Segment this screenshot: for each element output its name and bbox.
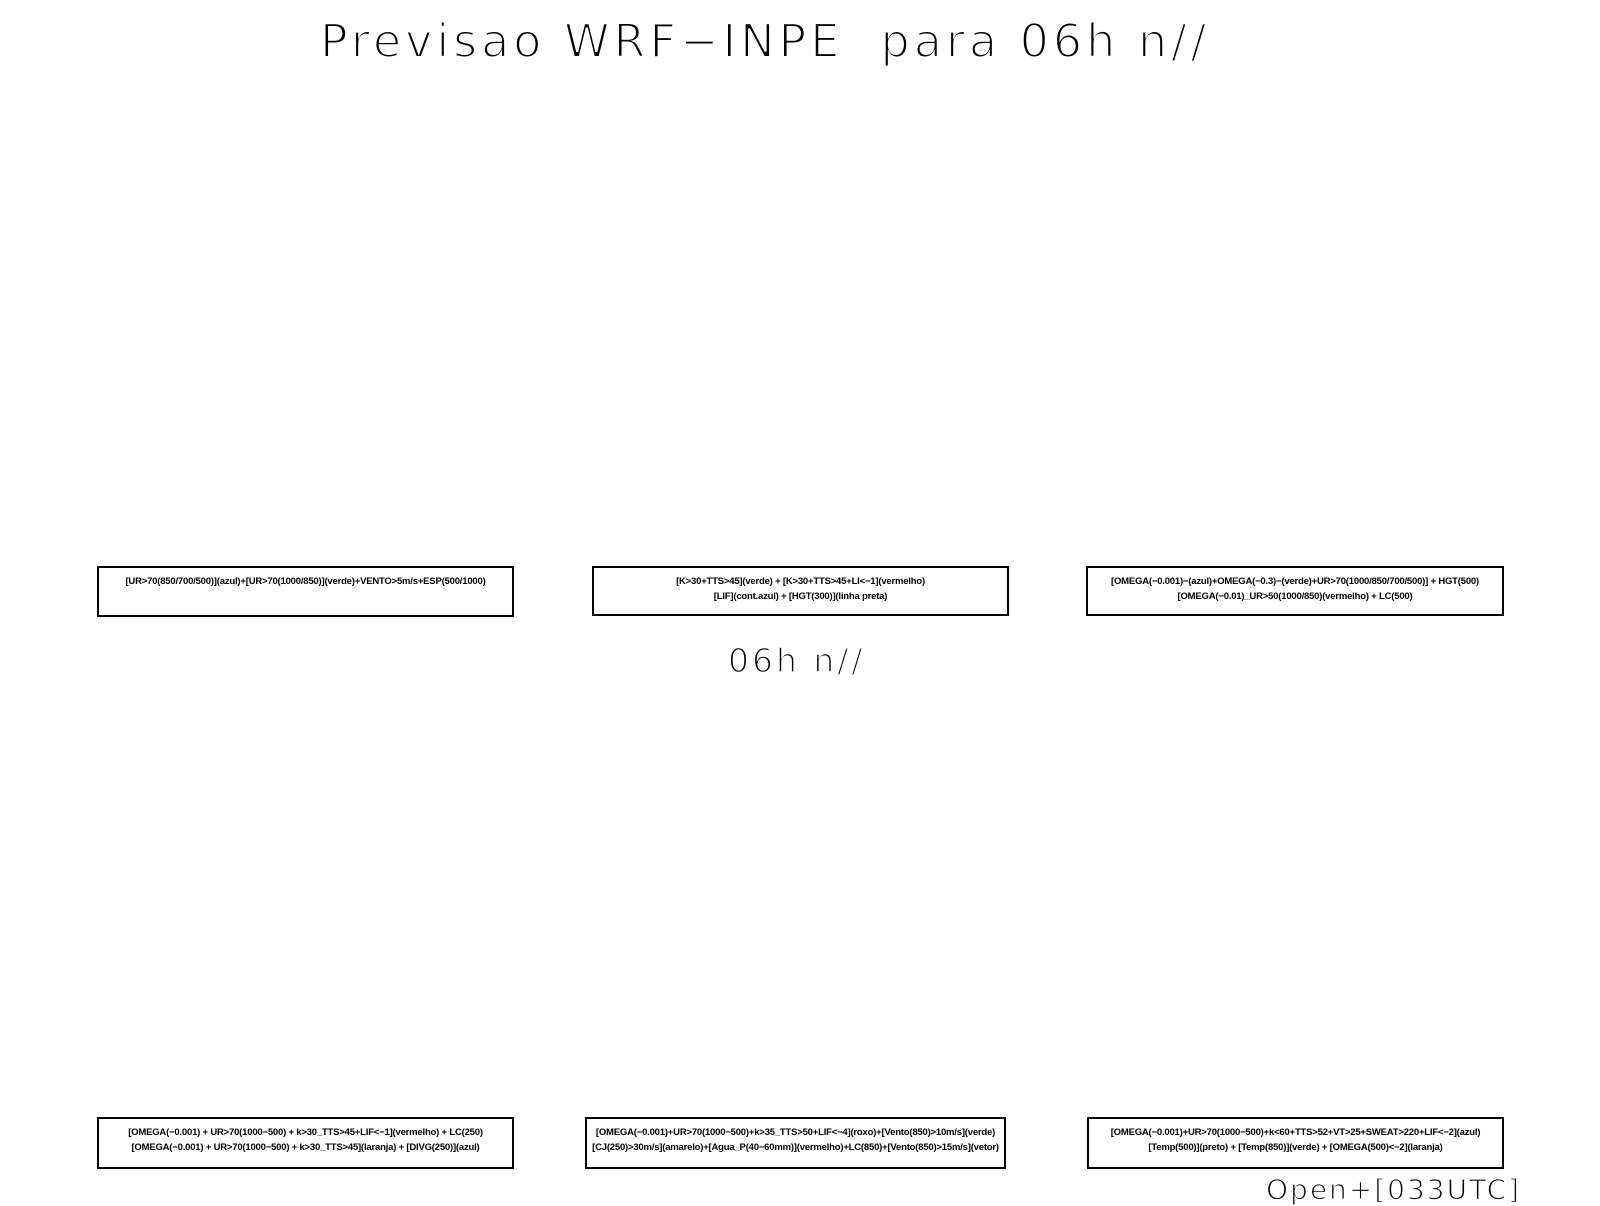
legend-line-2: [OMEGA(−0.01)_UR>50(1000/850)(vermelho) + LC(500) [1177,590,1413,602]
legend-line-2: [CJ(250)>30m/s](amarelo)+[Agua_P(40−60mm)](vermelho)+LC(850)+[Vento(850)>15m/s](vetor) [592,1141,999,1153]
legend-box-bottom-left [97,1117,514,1169]
legend-line-2: [OMEGA(−0.001) + UR>70(1000−500) + k>30_TTS>45](laranja) + [DIVG(250)](azul) [131,1141,480,1153]
legend-box-top-middle [592,566,1009,616]
legend-line-1: [K>30+TTS>45](verde) + [K>30+TTS>45+LI<−1](vermelho) [676,576,925,587]
legend-line-1: [OMEGA(−0.001)−(azul)+OMEGA(−0.3)−(verde)+UR>70(1000/850/700/500)] + HGT(500) [1111,576,1479,587]
legend-line-1: [OMEGA(−0.001)+UR>70(1000−500)+k>35_TTS>50+LIF<−4](roxo)+[Vento(850)>10m/s](verde) [595,1127,996,1138]
legend-box-top-right [1086,566,1504,616]
open-utc-label: Open+[033UTC] [1266,1173,1522,1206]
legend-line-1: [OMEGA(−0.001)+UR>70(1000−500)+k<60+TTS>52+VT>25+SWEAT>220+LIF<−2](azul) [1110,1127,1481,1138]
page-title: Previsao WRF−INPE para 06h n// [320,14,1211,68]
legend-line-1: [UR>70(850/700/500)](azul)+[UR>70(1000/850)](verde)+VENTO>5m/s+ESP(500/1000) [125,576,486,587]
legend-line-2: [LIF](cont.azul) + [HGT(300)](linha preta) [713,590,888,602]
legend-box-top-left [97,566,514,617]
forecast-hour-label: 06h n// [728,641,866,680]
legend-box-bottom-middle [585,1117,1006,1169]
legend-line-1: [OMEGA(−0.001) + UR>70(1000−500) + k>30_TTS>45+LIF<−1](vermelho) + LC(250) [128,1127,483,1138]
legend-line-2: [Temp(500)](preto) + [Temp(850)](verde) + [OMEGA(500)<−2](laranja) [1148,1141,1443,1153]
legend-box-bottom-right [1087,1117,1504,1169]
